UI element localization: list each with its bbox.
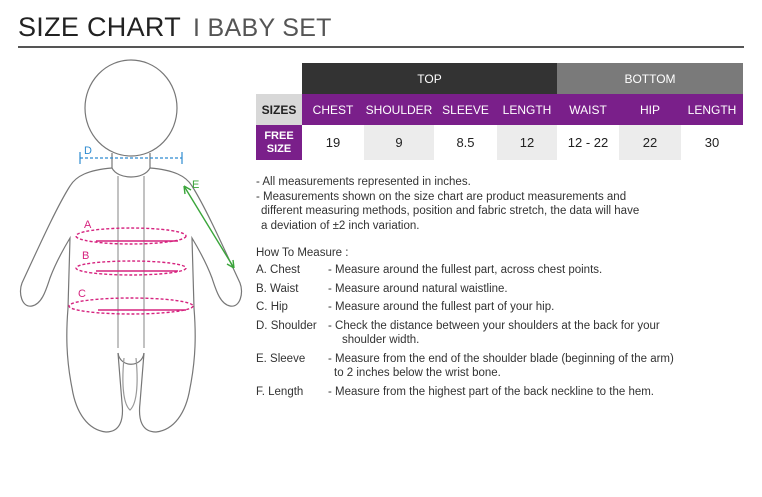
col-waist: WAIST <box>557 94 619 125</box>
col-sleeve: SLEEVE <box>434 94 497 125</box>
title-divider <box>18 46 744 48</box>
list-item <box>256 319 748 348</box>
note-line: a deviation of ±2 inch variation. <box>261 219 420 232</box>
title-main: SIZE CHART <box>18 12 182 42</box>
col-shoulder: SHOULDER <box>364 94 434 125</box>
page-title <box>18 12 332 43</box>
left-leg <box>67 308 123 432</box>
baby-head <box>85 60 177 156</box>
label-a: A <box>84 219 92 231</box>
size-table <box>256 63 743 160</box>
measure-desc: - Measure from the end of the shoulder blade (beginning of the arm) <box>328 352 674 365</box>
value-sleeve: 8.5 <box>434 125 497 160</box>
col-length-top: LENGTH <box>497 94 557 125</box>
list-item <box>256 282 748 297</box>
waist-measure-line <box>76 261 186 275</box>
shoulder-measure-line <box>80 152 182 164</box>
sizes-header: SIZES <box>256 94 302 125</box>
list-item <box>256 300 748 315</box>
note-line: - Measurements shown on the size chart are product measurements and <box>256 190 627 203</box>
label-d: D <box>84 145 92 157</box>
measure-desc: - Measure around the fullest part, across chest points. <box>328 264 603 276</box>
list-item <box>256 385 748 400</box>
list-item <box>256 263 748 278</box>
value-shoulder: 9 <box>364 125 434 160</box>
measure-label: B. Waist <box>256 282 299 295</box>
measure-desc: to 2 inches below the wrist bone. <box>334 367 501 379</box>
measure-desc: - Measure around the fullest part of your hip. <box>328 301 555 313</box>
value-waist: 12 - 22 <box>557 125 619 160</box>
col-length-bottom: LENGTH <box>681 94 743 125</box>
measure-desc: - Check the distance between your shoulders at the back for your <box>328 319 660 332</box>
howto-heading: How To Measure : <box>256 247 349 259</box>
group-top: TOP <box>302 63 557 94</box>
measure-desc: - Measure around natural waistline. <box>328 282 508 295</box>
measure-label: F. Length <box>256 385 304 398</box>
title-sub: I BABY SET <box>193 14 332 42</box>
how-to-measure <box>256 247 748 399</box>
label-c: C <box>78 288 86 300</box>
value-length-bottom: 30 <box>681 125 743 160</box>
measure-label: E. Sleeve <box>256 352 306 365</box>
measure-label: D. Shoulder <box>256 319 317 332</box>
baby-measurement-diagram <box>8 58 260 443</box>
header-row <box>256 94 743 125</box>
value-length-top: 12 <box>497 125 557 160</box>
note-line: different measuring methods, position and fabric stretch, the data will have <box>261 205 640 217</box>
measure-label: C. Hip <box>256 301 288 313</box>
label-e: E <box>192 179 200 191</box>
value-hip: 22 <box>619 125 681 160</box>
notes <box>256 175 639 233</box>
list-item <box>256 352 748 381</box>
right-leg <box>140 308 196 432</box>
table-row <box>256 125 743 160</box>
measure-desc: shoulder width. <box>342 334 420 346</box>
col-hip: HIP <box>619 94 681 125</box>
col-chest: CHEST <box>302 94 364 125</box>
note-line: - All measurements represented in inches. <box>256 176 471 188</box>
left-arm <box>20 168 112 308</box>
value-chest: 19 <box>302 125 364 160</box>
label-b: B <box>82 250 90 262</box>
measure-desc: - Measure from the highest part of the back neckline to the hem. <box>328 385 655 398</box>
measure-label: A. Chest <box>256 264 301 276</box>
group-bottom: BOTTOM <box>557 63 743 94</box>
hip-measure-line <box>69 298 193 314</box>
free-size-label: FREE SIZE <box>256 125 302 160</box>
group-row <box>256 63 743 94</box>
sleeve-measure-line <box>184 186 234 268</box>
